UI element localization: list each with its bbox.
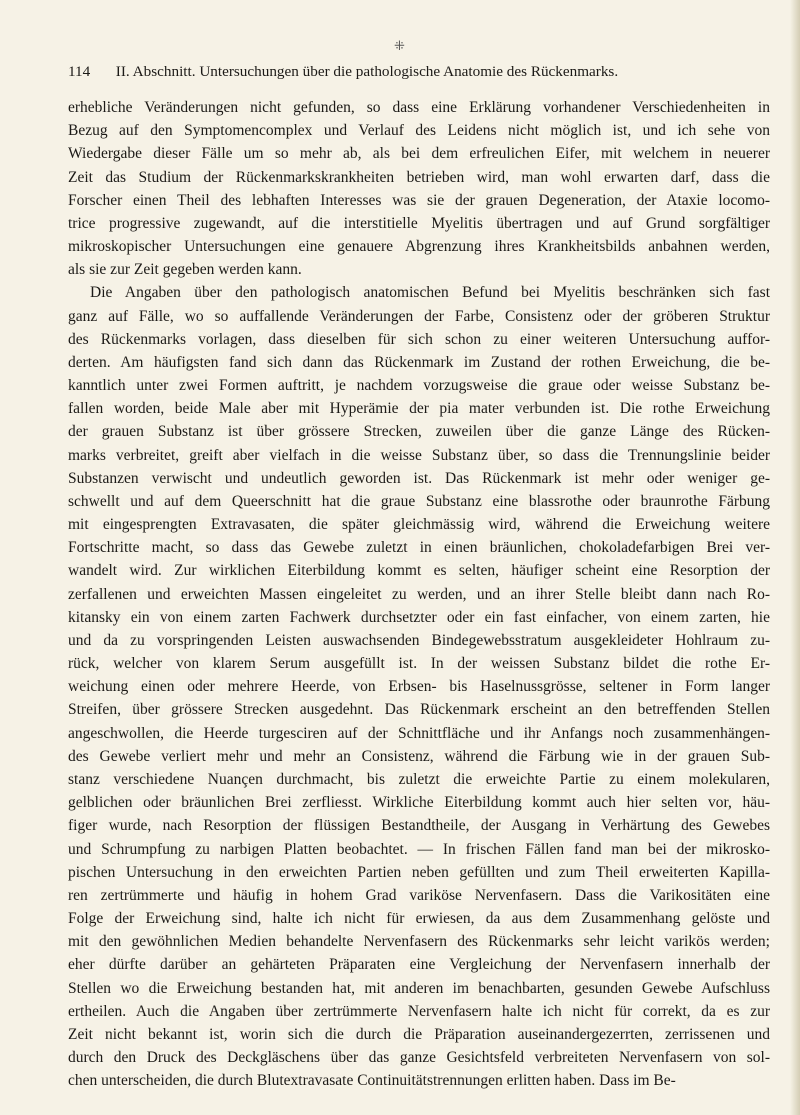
page-ornament-mark: ⁜ — [394, 38, 405, 53]
text-line: als sie zur Zeit gegeben werden kann. — [68, 261, 302, 279]
running-header — [68, 62, 768, 82]
text-line: Fortschritte macht, so dass das Gewebe zuletzt in einen bräunlichen, chokoladefarbigen Brei ver- — [68, 539, 770, 557]
text-line: figer wurde, nach Resorption der flüssigen Bestandtheile, der Ausgang in Verhärtung des Gewebes — [68, 817, 770, 835]
text-line: Substanzen verwischt und undeutlich geworden ist. Das Rückenmark ist mehr oder weniger ge- — [68, 469, 770, 487]
text-line: fallen worden, beide Male aber mit Hyperämie der pia mater verbunden ist. Die rothe Erweichung — [68, 400, 770, 418]
text-line: ertheilen. Auch die Angaben über zertrümmerte Nervenfasern halte ich nicht für correkt, da es zur — [68, 1002, 770, 1020]
text-line: wandelt wird. Zur wirklichen Eiterbildung kommt es selten, häufiger scheint eine Resorption der — [68, 562, 770, 580]
text-line: Stellen wo die Erweichung bestanden hat, mit anderen im benachbarten, gesunden Gewebe Aufschluss — [68, 979, 770, 997]
text-line: ren zertrümmerte und häufig in hohem Grad variköse Nervenfasern. Dass die Varikositäten eine — [68, 886, 770, 904]
page-number: 114 — [68, 63, 91, 80]
text-line: kanntlich unter zwei Formen auftritt, je nachdem vorzugsweise die graue oder weisse Substanz be- — [68, 377, 770, 395]
text-line: der grauen Substanz ist über grössere Strecken, zuweilen über die ganze Länge des Rücken- — [68, 423, 770, 441]
text-line: angeschwollen, die Heerde turgesciren auf der Schnittfläche und ihr Anfangs noch zusammenhängen- — [68, 724, 770, 742]
text-line: schwellt und auf dem Queerschnitt hat die graue Substanz eine blassrothe oder braunrothe Färbung — [68, 492, 770, 510]
text-line: erhebliche Veränderungen nicht gefunden, so dass eine Erklärung vorhandener Verschiedenheiten in — [68, 99, 770, 116]
text-line: derten. Am häufigsten fand sich dann das Rückenmark im Zustand der rothen Erweichung, die be- — [68, 353, 770, 371]
text-line: stanz verschiedene Nuançen durchmacht, bis zuletzt die erweichte Partie zu einem molekularen, — [68, 770, 770, 788]
text-line: Zeit das Studium der Rückenmarkskrankheiten betrieben wird, man wohl erwarten darf, dass die — [68, 168, 770, 186]
body-text — [68, 96, 770, 1092]
text-line: kitansky ein von einem zarten Fachwerk durchsetzter oder ein fast einfacher, von einem zarten, hie — [68, 608, 770, 626]
text-line: Zeit nicht bekannt ist, worin sich die durch die Präparation auseinandergezerrten, zerrissenen und — [68, 1025, 770, 1043]
text-line: mit eingesprengten Extravasaten, die später gleichmässig wird, während die Erweichung weitere — [68, 516, 770, 534]
text-line: gelblichen oder bräunlichen Brei zerfliesst. Wirkliche Eiterbildung kommt auch hier selten vor, häu- — [68, 794, 770, 812]
text-line: pischen Untersuchung in den erweichten Partien neben gefüllten und zum Theil erweiterten Kapilla- — [68, 863, 770, 881]
text-line: zerfallenen und erweichten Massen eingeleitet zu werden, und an ihrer Stelle bleibt dann nach Ro- — [68, 585, 770, 603]
running-title: II. Abschnitt. Untersuchungen über die pathologische Anatomie des Rückenmarks. — [115, 63, 619, 80]
text-line: Bezug auf den Symptomencomplex und Verlauf des Leidens nicht möglich ist, und ich sehe von — [68, 122, 770, 140]
text-line: des Gewebe verliert mehr und mehr an Consistenz, während die Färbung wie in der grauen Sub- — [68, 747, 770, 765]
text-line: und Schrumpfung zu narbigen Platten beobachtet. — In frischen Fällen fand man bei der mikrosko- — [68, 840, 770, 858]
text-line: ganz auf Fälle, wo so auffallende Veränderungen der Farbe, Consistenz oder der gröberen Struktur — [68, 307, 770, 325]
text-line: weichung einen oder mehrere Heerde, von Erbsen- bis Haselnussgrösse, seltener in Form langer — [68, 678, 770, 696]
text-line: trice progressive zugewandt, auf die interstitielle Myelitis übertragen und auf Grund sorgfältiger — [68, 214, 770, 232]
text-line: Die Angaben über den pathologisch anatomischen Befund bei Myelitis beschränken sich fast — [90, 284, 770, 302]
text-line: und da zu vorspringenden Leisten auswachsenden Bindegewebsstratum ausgekleideter Hohlraum zu- — [68, 631, 770, 649]
text-line: Streifen, über grössere Strecken ausgedehnt. Das Rückenmark erscheint an den betreffenden Stellen — [68, 701, 770, 719]
text-line: rück, welcher von klarem Serum ausgefüllt ist. In der weissen Substanz bildet die rothe Er- — [68, 655, 770, 673]
text-line: marks verbreitet, greift aber vielfach in die weisse Substanz über, so dass die Trennungslinie beider — [68, 446, 770, 464]
text-line: chen unterscheiden, die durch Blutextravasate Continuitätstrennungen erlitten haben. Dass im Be- — [68, 1072, 676, 1090]
text-line: Wiedergabe dieser Fälle um so mehr ab, als bei dem erfreulichen Eifer, mit welchem in neuerer — [68, 145, 770, 163]
text-line: eher dürfte darüber an gehärteten Präparaten eine Vergleichung der Nervenfasern innerhalb der — [68, 956, 770, 974]
text-line: durch den Druck des Deckgläschens über das ganze Gesichtsfeld verbreiteten Nervenfasern von sol- — [68, 1049, 770, 1067]
page-edge-shadow — [790, 0, 800, 1115]
text-line: des Rückenmarks vorlagen, dass dieselben für sich schon zu einer weiteren Untersuchung auffor- — [68, 330, 770, 348]
text-line: mit den gewöhnlichen Medien behandelte Nervenfasern des Rückenmarks sehr leicht varikös werden; — [68, 933, 770, 951]
text-line: mikroskopischer Untersuchungen eine genauere Abgrenzung ihres Krankheitsbilds anbahnen werden, — [68, 238, 770, 256]
text-line: Folge der Erweichung sind, halte ich nicht für erwiesen, da aus dem Zusammenhang gelöste und — [68, 910, 770, 928]
text-line: Forscher einen Theil des lebhaften Interesses was sie der grauen Degeneration, der Ataxie locomo- — [68, 191, 770, 209]
